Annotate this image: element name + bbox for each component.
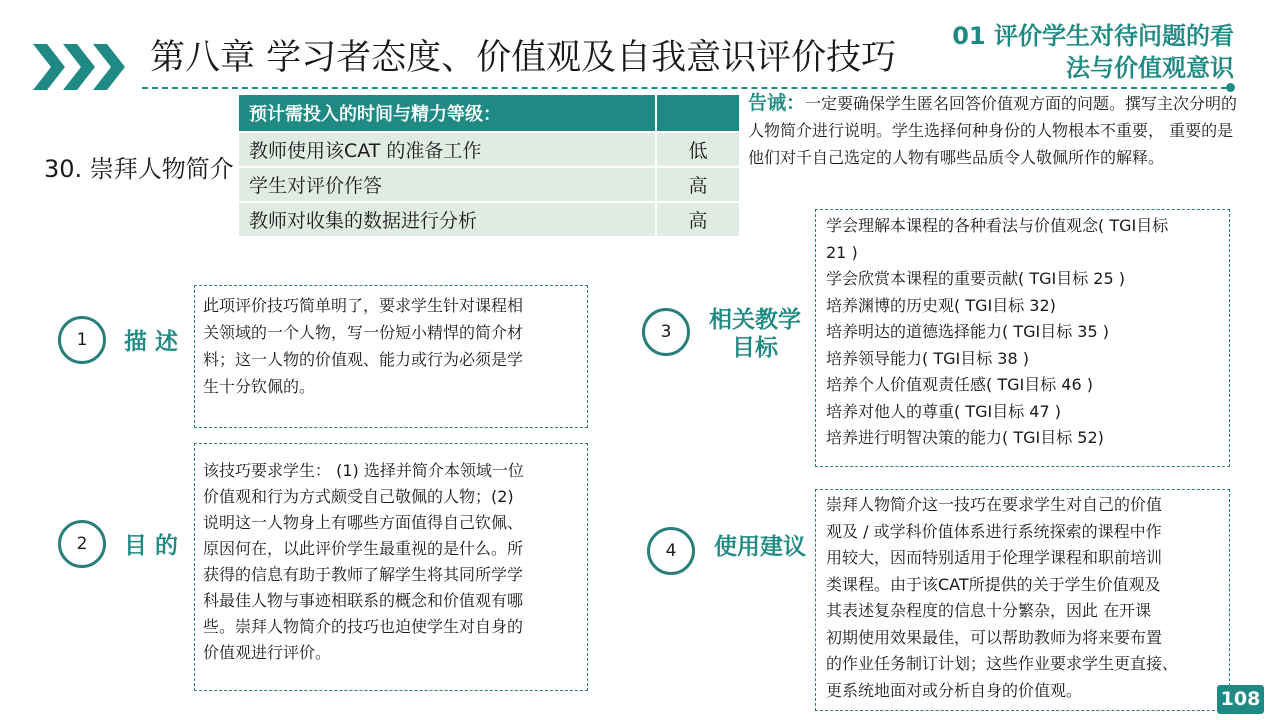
warning-label: 告诫： bbox=[748, 92, 806, 114]
effort-table-header-row bbox=[239, 95, 739, 132]
goal-item: 培养对他人的尊重( TGI目标 47 ) bbox=[826, 401, 1061, 421]
table-row bbox=[239, 202, 739, 236]
section-number-3: 3 bbox=[642, 308, 690, 356]
effort-table-header: 预计需投入的时间与精力等级： bbox=[239, 95, 656, 132]
usage-line: 的作业任务制订计划；这些作业要求学生更直接、 bbox=[826, 654, 1179, 673]
section-number-4: 4 bbox=[647, 527, 695, 575]
purpose-line: 些。崇拜人物简介的技巧也迫使学生对自身的 bbox=[203, 617, 524, 636]
goal-item: 培养个人价值观责任感( TGI目标 46 ) bbox=[826, 375, 1093, 394]
page-title: 第八章 学习者态度、价值观及自我意识评价技巧 bbox=[150, 38, 897, 78]
header-divider bbox=[142, 87, 1227, 89]
cat-name: 30. 崇拜人物简介 bbox=[44, 155, 234, 183]
goals-label-line1: 相关教学 bbox=[709, 307, 801, 333]
effort-level: 高 bbox=[656, 167, 739, 202]
table-row bbox=[239, 132, 739, 167]
describe-line: 关领域的一个人物，写一份短小精悍的简介材 bbox=[203, 323, 524, 342]
effort-task: 教师对收集的数据进行分析 bbox=[239, 202, 656, 236]
usage-line: 崇拜人物简介这一技巧在要求学生对自己的价值 bbox=[826, 495, 1163, 514]
goal-item: 培养渊博的历史观( TGI目标 32) bbox=[826, 295, 1056, 315]
describe-line: 料；这一人物的价值观、能力或行为必须是学 bbox=[203, 350, 524, 369]
chevron-arrows-icon bbox=[33, 44, 129, 90]
section-title-line2: 法与价值观意识 bbox=[1066, 54, 1234, 82]
goals-box bbox=[815, 209, 1230, 467]
goal-item: 培养进行明智决策的能力( TGI目标 52) bbox=[826, 428, 1104, 447]
section-number-2: 2 bbox=[58, 520, 106, 568]
purpose-label: 目 的 bbox=[123, 533, 178, 559]
usage-label: 使用建议 bbox=[714, 534, 806, 560]
page-number: 108 bbox=[1217, 685, 1264, 714]
effort-table bbox=[239, 95, 739, 236]
usage-line: 其表述复杂程度的信息十分繁杂，因此 在开课 bbox=[826, 601, 1152, 620]
purpose-line: 说明这一人物身上有哪些方面值得自己钦佩、 bbox=[203, 513, 524, 532]
warning-text: 一定要确保学生匿名回答价值观方面的问题。撰写主次分明的人物简介进行说明。学生选择何种身份的人物根本不重要， 重要的是他们对千自己选定的人物有哪些品质令人敬佩所作的解释。 bbox=[748, 94, 1238, 167]
describe-line: 生十分钦佩的。 bbox=[203, 377, 316, 396]
effort-task: 学生对评价作答 bbox=[239, 167, 656, 202]
usage-line: 更系统地面对或分析自身的价值观。 bbox=[826, 680, 1083, 700]
goal-item: 培养明达的道德选择能力( TGI目标 35 ) bbox=[826, 322, 1109, 341]
describe-box bbox=[194, 285, 588, 428]
effort-table-header-empty bbox=[656, 95, 739, 132]
purpose-line: 获得的信息有助于教师了解学生将其同所学学 bbox=[203, 565, 524, 584]
purpose-line: 价值观进行评价。 bbox=[203, 643, 332, 662]
purpose-line: 科最佳人物与事迹相联系的概念和价值观有哪 bbox=[203, 591, 524, 610]
effort-task: 教师使用该CAT 的准备工作 bbox=[239, 132, 656, 167]
purpose-line: 价值观和行为方式颇受自己敬佩的人物；(2) bbox=[203, 487, 514, 506]
section-title-line1: 01 评价学生对待问题的看 bbox=[952, 22, 1234, 50]
purpose-box bbox=[194, 443, 588, 691]
goal-item: 学会理解本课程的各种看法与价值观念( TGI目标 bbox=[826, 216, 1169, 235]
usage-line: 观及 / 或学科价值体系进行系统探索的课程中作 bbox=[826, 521, 1162, 541]
goal-item: 学会欣赏本课程的重要贡献( TGI目标 25 ) bbox=[826, 269, 1125, 288]
effort-level: 低 bbox=[656, 132, 739, 167]
usage-box bbox=[815, 489, 1230, 711]
goal-item: 21 ) bbox=[826, 242, 858, 262]
purpose-line: 该技巧要求学生： (1) 选择并简介本领域一位 bbox=[203, 461, 524, 480]
usage-line: 类课程。由于该CAT所提供的关于学生价值观及 bbox=[826, 574, 1161, 594]
section-title bbox=[934, 20, 1234, 84]
usage-line: 初期使用效果最佳，可以帮助教师为将来要布置 bbox=[826, 627, 1163, 647]
goals-label-line2: 目标 bbox=[732, 335, 778, 361]
purpose-line: 原因何在，以此评价学生最重视的是什么。所 bbox=[203, 539, 524, 558]
warning-note bbox=[748, 90, 1248, 171]
describe-line: 此项评价技巧简单明了，要求学生针对课程相 bbox=[203, 296, 524, 315]
describe-label: 描 述 bbox=[123, 329, 178, 355]
goal-item: 培养领导能力( TGI目标 38 ) bbox=[826, 348, 1029, 368]
table-row bbox=[239, 167, 739, 202]
section-number-1: 1 bbox=[58, 316, 106, 364]
usage-line: 用较大，因而特别适用于伦理学课程和职前培训 bbox=[826, 548, 1163, 567]
goals-label bbox=[700, 306, 810, 362]
effort-level: 高 bbox=[656, 202, 739, 236]
